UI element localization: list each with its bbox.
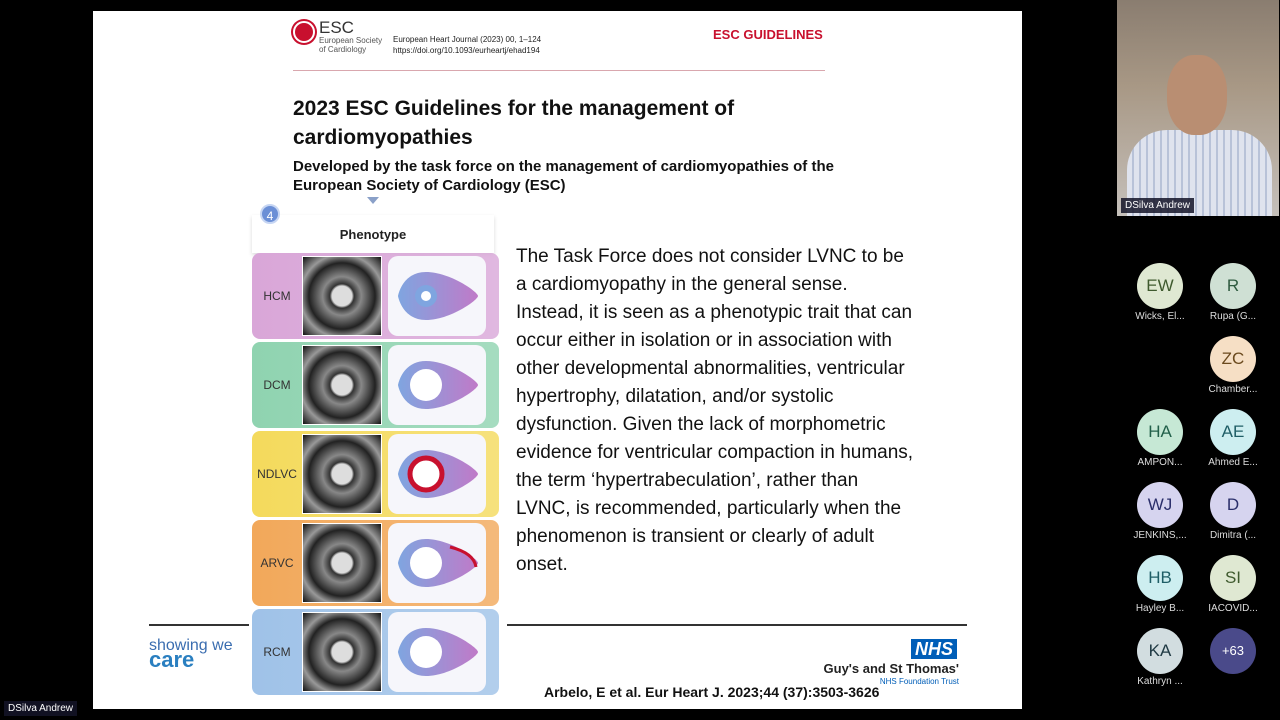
cmr-image (302, 612, 382, 692)
participant-name: Chamber... (1208, 384, 1258, 395)
participant-avatar: R (1210, 263, 1256, 309)
guidelines-label: ESC GUIDELINES (713, 27, 823, 42)
screen-share-name-tag: DSilva Andrew (4, 701, 77, 716)
doi: https://doi.org/10.1093/eurheartj/ehad194 (393, 46, 540, 55)
logo-text: care (149, 647, 195, 672)
more-participants-button[interactable] (1198, 628, 1268, 674)
cmr-image (302, 345, 382, 425)
participant-tile[interactable] (1198, 555, 1268, 614)
participant-tile[interactable] (1198, 263, 1268, 322)
overflow-count: +63 (1210, 628, 1256, 674)
cmr-image (302, 523, 382, 603)
participant-avatar: HB (1137, 555, 1183, 601)
participant-name: IACOVID... (1208, 603, 1258, 614)
triangle-marker (367, 197, 379, 204)
participant-tile[interactable] (1125, 409, 1195, 468)
phenotype-label: NDLVC (257, 467, 297, 481)
participant-name: Hayley B... (1135, 603, 1185, 614)
ventricle-diagram (388, 612, 486, 692)
participant-avatar: EW (1137, 263, 1183, 309)
cmr-image (302, 256, 382, 336)
slide-subtitle: Developed by the task force on the management of cardiomyopathies of the European Society of Cardiology (ESC) (293, 158, 834, 194)
participant-tile[interactable] (1198, 336, 1268, 395)
participant-avatar: HA (1137, 409, 1183, 455)
participant-tile[interactable] (1125, 628, 1195, 687)
participant-avatar: ZC (1210, 336, 1256, 382)
divider (293, 70, 825, 71)
phenotype-row (252, 609, 499, 695)
phenotype-row (252, 253, 499, 339)
showing-we-care-logo (149, 639, 233, 670)
participant-tile[interactable] (1198, 482, 1268, 541)
participant-tile[interactable] (1125, 555, 1195, 614)
ventricle-diagram (388, 256, 486, 336)
heart-icon (293, 21, 315, 43)
divider (507, 624, 967, 626)
participant-tile[interactable] (1198, 409, 1268, 468)
journal-info (393, 34, 541, 56)
participant-avatar: SI (1210, 555, 1256, 601)
divider (149, 624, 249, 626)
participant-name: Kathryn ... (1137, 676, 1183, 687)
body-text: The Task Force does not consider LVNC to be a cardiomyopathy in the general sense. Instead, it is seen as a phenotypic trait that can occur either in isolation or in association with other developmental abnormalities, ventricular hypertrophy, dilatation, and/or systolic dysfunction. Given the lack of morphometric evidence for ventricular compaction in humans, the term ‘hypertrabeculation’, rather than LVNC, is recommended, particularly when the phenomenon is transient or clearly of adult onset. (516, 246, 914, 575)
esc-sub: of Cardiology (319, 45, 367, 54)
trust-sub: NHS Foundation Trust (879, 677, 959, 686)
phenotype-row (252, 520, 499, 606)
participant-avatar: WJ (1137, 482, 1183, 528)
phenotype-label: ARVC (260, 556, 294, 570)
logo-text: showing we (149, 637, 233, 654)
participant-avatar: KA (1137, 628, 1183, 674)
journal-ref: European Heart Journal (2023) 00, 1–124 (393, 35, 542, 44)
nhs-logo: NHS (911, 639, 957, 659)
phenotype-row (252, 431, 499, 517)
phenotype-label: HCM (263, 289, 291, 303)
ventricle-diagram (388, 345, 486, 425)
participant-name: AMPON... (1137, 457, 1183, 468)
esc-name: ESC (319, 18, 354, 37)
presenter-name-tag: DSilva Andrew (1121, 198, 1194, 213)
citation: Arbelo, E et al. Eur Heart J. 2023;44 (37):3503-3626 (544, 684, 880, 700)
participant-name: Ahmed E... (1208, 457, 1258, 468)
ventricle-diagram (388, 434, 486, 514)
participant-name: JENKINS,... (1133, 530, 1187, 541)
ventricle-diagram (388, 523, 486, 603)
phenotype-label: RCM (263, 645, 291, 659)
participant-tile[interactable] (1125, 263, 1195, 322)
esc-sub: European Society (319, 36, 383, 45)
phenotype-label: DCM (263, 378, 291, 392)
participant-avatar: D (1210, 482, 1256, 528)
presenter-video[interactable] (1117, 0, 1279, 216)
cmr-image (302, 434, 382, 514)
participant-name: Rupa (G... (1209, 311, 1257, 322)
trust-name: Guy's and St Thomas' (823, 661, 959, 676)
presenter-face (1167, 55, 1227, 135)
figure-badge: 4 (260, 204, 280, 224)
phenotype-header: Phenotype (252, 215, 494, 253)
slide-title: 2023 ESC Guidelines for the management of cardiomyopathies (293, 97, 735, 149)
shared-slide (93, 11, 1022, 709)
participant-avatar: AE (1210, 409, 1256, 455)
phenotype-row (252, 342, 499, 428)
participant-name: Dimitra (... (1209, 530, 1257, 541)
esc-logo (293, 19, 382, 54)
participant-name: Wicks, El... (1135, 311, 1185, 322)
participant-tile[interactable] (1125, 482, 1195, 541)
